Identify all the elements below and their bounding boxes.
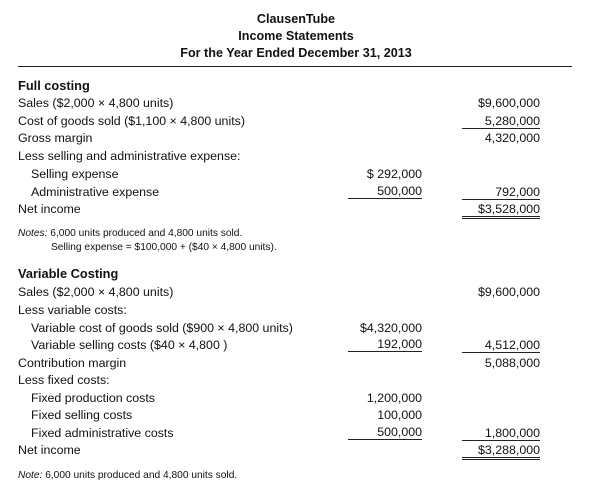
- variable-costing-title: Variable Costing: [18, 266, 119, 281]
- vc-var-cogs-label: Variable cost of goods sold ($900 × 4,800 units): [31, 321, 293, 335]
- statement-period: For the Year Ended December 31, 2013: [180, 46, 412, 60]
- vc-contribution-label: Contribution margin: [18, 356, 127, 370]
- fc-sga-total: 792,000: [462, 185, 540, 200]
- fc-note-text: 6,000 units produced and 4,800 units sold.: [47, 228, 243, 239]
- statement-title: Income Statements: [238, 29, 354, 43]
- fc-gross-margin-label: Gross margin: [18, 131, 93, 145]
- vc-fixed-selling-value: 100,000: [377, 408, 422, 422]
- company-name: ClausenTube: [256, 12, 336, 26]
- fc-less-sga-label: Less selling and administrative expense:: [18, 149, 241, 163]
- fc-admin-value: 500,000: [348, 184, 422, 199]
- vc-fixed-admin-value: 500,000: [348, 425, 422, 440]
- vc-variable-total: 4,512,000: [462, 338, 540, 353]
- vc-fixed-total: 1,800,000: [462, 426, 540, 441]
- vc-note: [18, 468, 237, 484]
- fc-net-income-label: Net income: [18, 202, 81, 216]
- fc-selling-value: $ 292,000: [366, 167, 422, 181]
- fc-net-income-value: $3,528,000: [462, 202, 540, 219]
- vc-less-variable-label: Less variable costs:: [18, 303, 127, 317]
- fc-cogs-value: 5,280,000: [462, 114, 540, 129]
- header-rule: [18, 66, 572, 67]
- vc-var-selling-label: Variable selling costs ($40 × 4,800 ): [31, 338, 228, 352]
- vc-fixed-selling-label: Fixed selling costs: [31, 408, 133, 422]
- fc-sales-value: $9,600,000: [477, 96, 540, 110]
- fc-gross-margin-value: 4,320,000: [484, 131, 540, 145]
- vc-sales-value: $9,600,000: [477, 285, 540, 299]
- vc-less-fixed-label: Less fixed costs:: [18, 373, 110, 387]
- fc-admin-label: Administrative expense: [31, 185, 160, 199]
- vc-note-text: 6,000 units produced and 4,800 units sold.: [42, 470, 238, 481]
- vc-var-selling-value: 192,000: [348, 337, 422, 352]
- vc-net-income-label: Net income: [18, 443, 81, 457]
- vc-var-cogs-value: $4,320,000: [359, 321, 422, 335]
- full-costing-title: Full costing: [18, 78, 90, 93]
- vc-fixed-prod-label: Fixed production costs: [31, 391, 155, 405]
- fc-sales-label: Sales ($2,000 × 4,800 units): [18, 96, 174, 110]
- fc-selling-label: Selling expense: [31, 167, 119, 181]
- vc-sales-label: Sales ($2,000 × 4,800 units): [18, 285, 174, 299]
- fc-cogs-label: Cost of goods sold ($1,100 × 4,800 units): [18, 114, 245, 128]
- vc-fixed-admin-label: Fixed administrative costs: [31, 426, 174, 440]
- fc-note-line2: Selling expense = $100,000 + ($40 × 4,800 units).: [51, 242, 277, 253]
- vc-note-prefix: Note:: [18, 470, 43, 481]
- vc-net-income-value: $3,288,000: [462, 443, 540, 460]
- vc-fixed-prod-value: 1,200,000: [366, 391, 422, 405]
- vc-contribution-value: 5,088,000: [484, 356, 540, 370]
- fc-note-prefix: Notes:: [18, 228, 48, 239]
